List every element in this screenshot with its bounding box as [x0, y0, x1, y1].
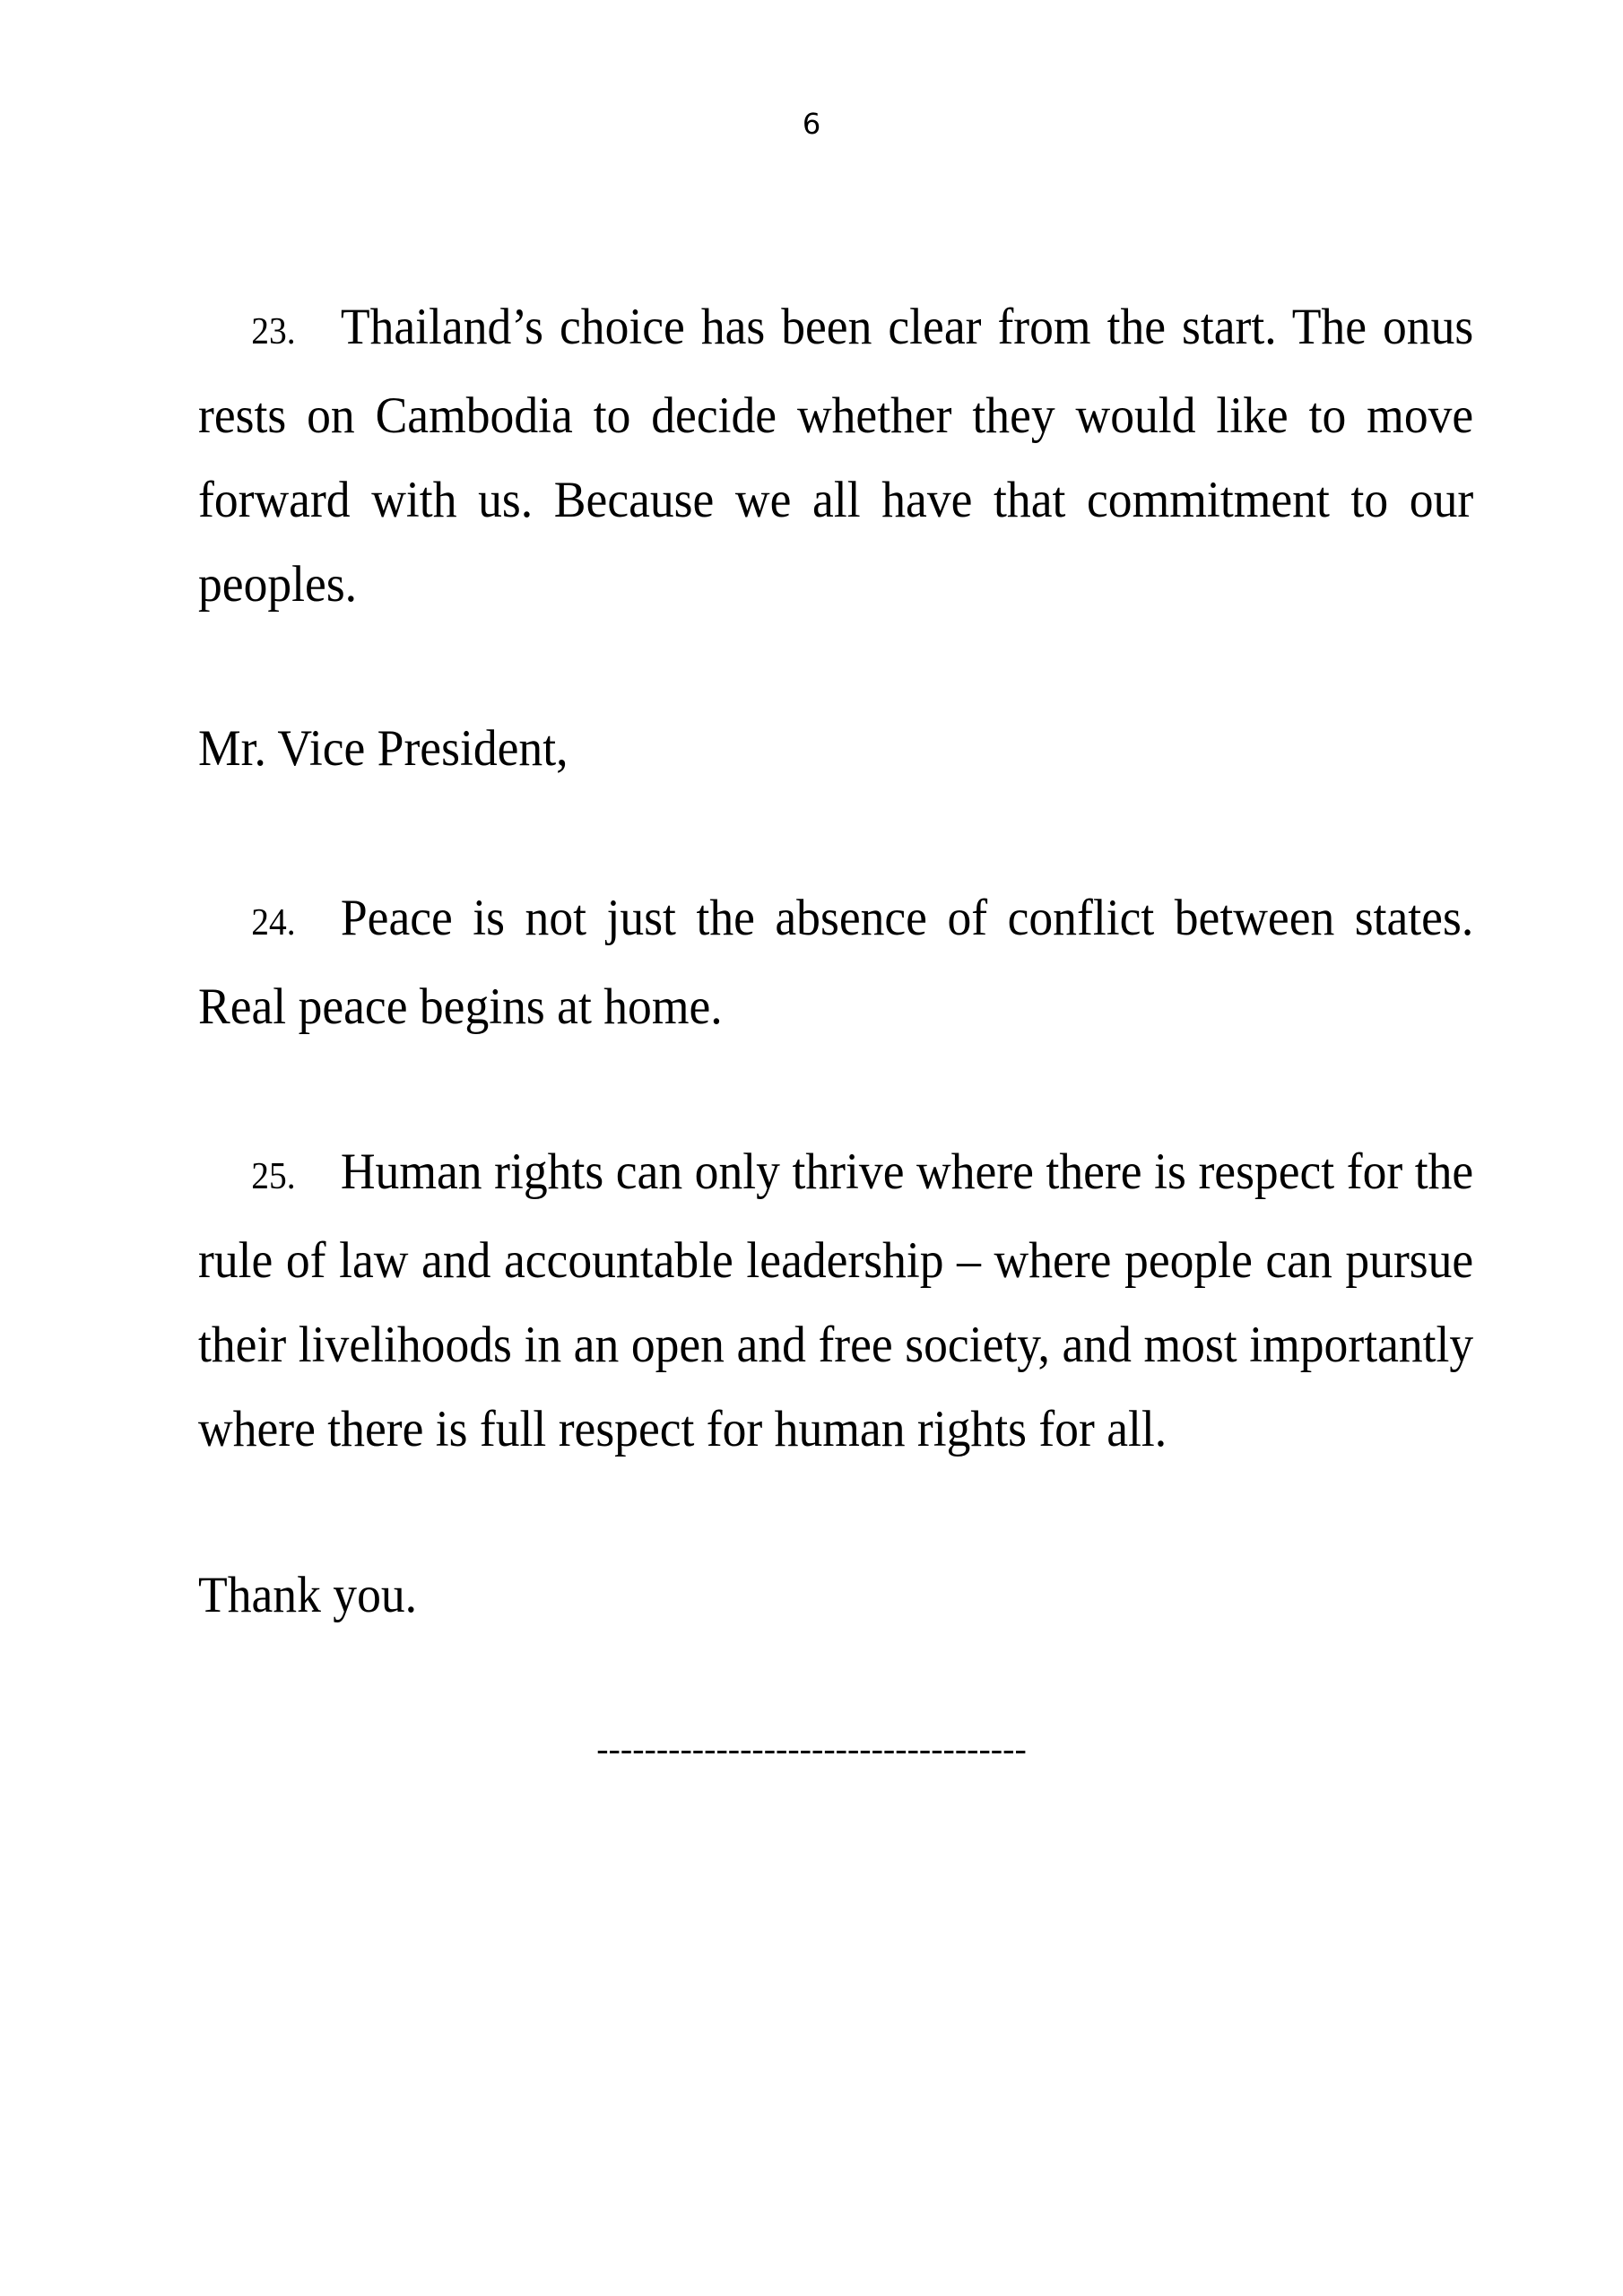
salutation-text: Mr. Vice President, — [198, 720, 568, 777]
paragraph-number: 23. — [251, 311, 296, 352]
paragraph-24 — [198, 876, 1473, 1049]
paragraph-text: Human rights can only thrive where there is respect for the rule of law and accountable leadership – where people can pursue their livelihoods in an open and free society, and most importantly where there is full respect for human rights for all. — [198, 1144, 1474, 1457]
closing — [198, 1553, 1473, 1638]
paragraph-25 — [198, 1130, 1473, 1472]
salutation — [198, 707, 1473, 791]
end-separator: ------------------------------------ — [596, 1728, 1027, 1769]
closing-text: Thank you. — [198, 1567, 418, 1623]
paragraph-number: 25. — [251, 1156, 296, 1197]
paragraph-text: Peace is not just the absence of conflict between states. Real peace begins at home. — [198, 890, 1474, 1035]
paragraph-23 — [198, 285, 1473, 627]
paragraph-number: 24. — [251, 902, 296, 944]
paragraph-text: Thailand’s choice has been clear from the start. The onus rests on Cambodia to decide whether they would like to move forward with us. Because we all have that commitment to our peoples. — [198, 299, 1474, 613]
page-number: 6 — [802, 107, 821, 141]
paragraph-25-body — [198, 1130, 1473, 1472]
paragraph-23-body — [198, 285, 1473, 627]
paragraph-24-body — [198, 876, 1473, 1049]
